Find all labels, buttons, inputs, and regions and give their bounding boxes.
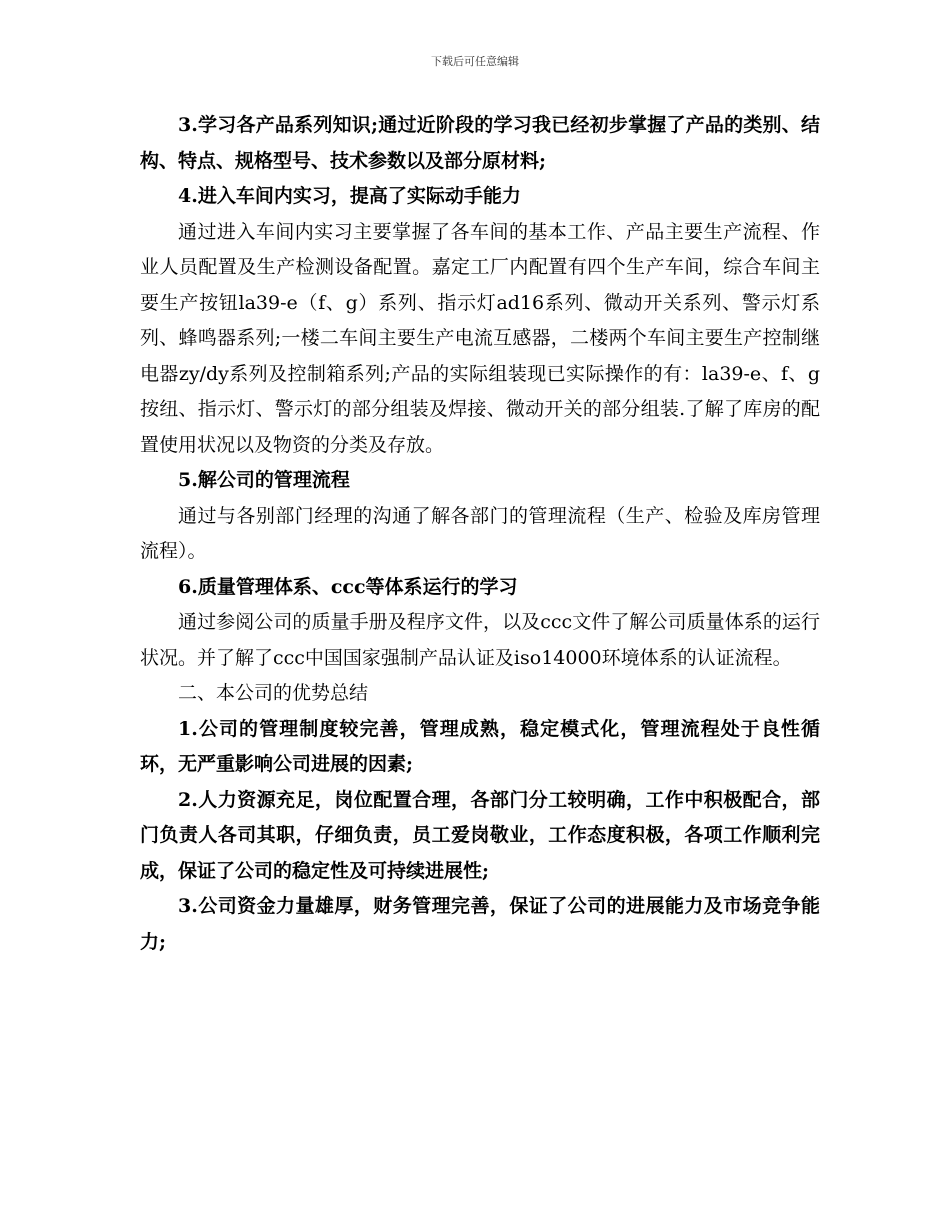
document-body: [140, 108, 820, 960]
section-heading-workshop-internship: 4.进入车间内实习，提高了实际动手能力: [178, 185, 521, 207]
paragraph-management-process: 通过与各别部门经理的沟通了解各部门的管理流程（生产、检验及库房管理流程）。: [140, 504, 820, 562]
section-heading-management-process: 5.解公司的管理流程: [178, 469, 350, 491]
paragraph-advantage-finance: 3.公司资金力量雄厚，财务管理完善，保证了公司的进展能力及市场竞争能力;: [140, 895, 820, 953]
paragraph-quality-system: 通过参阅公司的质量手册及程序文件，以及ccc文件了解公司质量体系的运行状况。并了解了ccc中国国家强制产品认证及iso14000环境体系的认证流程。: [140, 611, 820, 669]
paragraph-advantage-human-resources: 2.人力资源充足，岗位配置合理，各部门分工较明确，工作中积极配合，部门负责人各司其职，仔细负责，员工爱岗敬业，工作态度积极，各项工作顺利完成，保证了公司的稳定性及可持续进展性;: [140, 788, 820, 882]
page-header: 下载后可任意编辑: [431, 55, 519, 68]
paragraph-workshop-details: 通过进入车间内实习主要掌握了各车间的基本工作、产品主要生产流程、作业人员配置及生产检测设备配置。嘉定工厂内配置有四个生产车间，综合车间主要生产按钮la39-e（f、g）系列、指示灯ad16系列、微动开关系列、警示灯系列、蜂鸣器系列;一楼二车间主要生产电流互感器，二楼两个车间主要生产控制继电器zy/dy系列及控制箱系列;产品的实际组装现已实际操作的有：la39-e、f、g按纽、指示灯、警示灯的部分组装及焊接、微动开关的部分组装.了解了库房的配置使用状况以及物资的分类及存放。: [140, 220, 820, 456]
section-heading-quality-system: 6.质量管理体系、ccc等体系运行的学习: [178, 575, 518, 598]
paragraph-advantage-management: 1.公司的管理制度较完善，管理成熟，稳定模式化，管理流程处于良性循环，无严重影响公司进展的因素;: [140, 717, 820, 775]
paragraph-item-3-product-knowledge: 3.学习各产品系列知识;通过近阶段的学习我已经初步掌握了产品的类别、结构、特点、规格型号、技术参数以及部分原材料;: [140, 114, 820, 172]
section-heading-company-advantages: 二、本公司的优势总结: [178, 682, 369, 704]
